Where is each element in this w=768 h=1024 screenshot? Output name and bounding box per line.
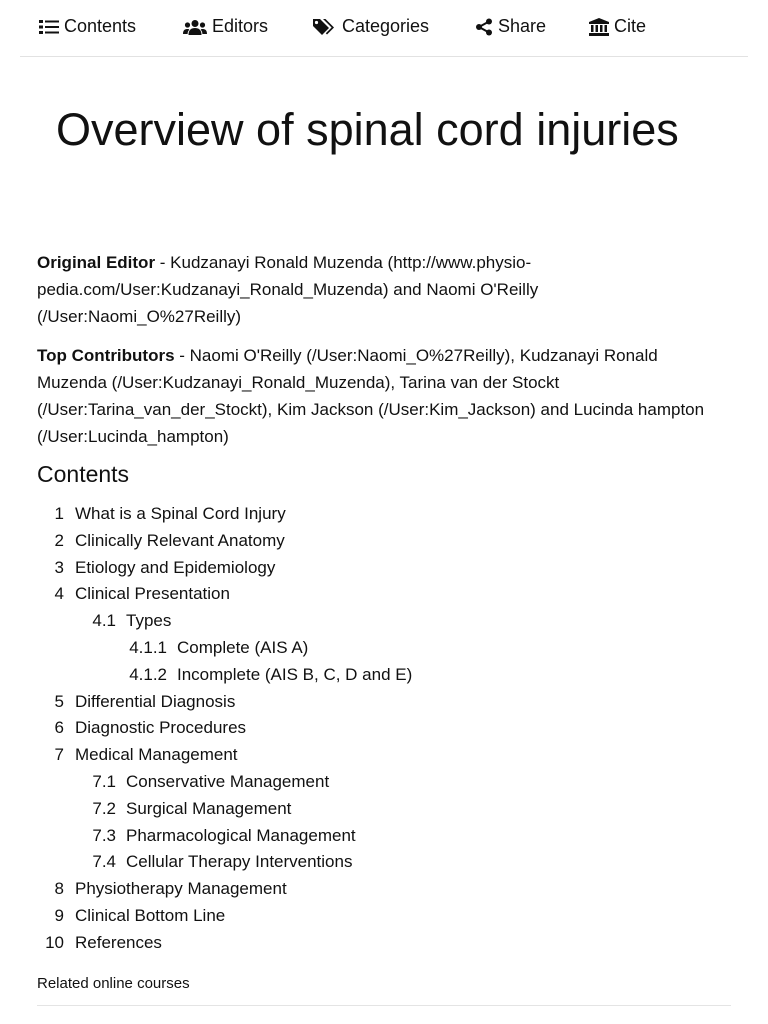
toc-item-label: Conservative Management: [126, 771, 330, 791]
nav-share-label: Share: [498, 16, 547, 36]
page-title: Overview of spinal cord injuries: [56, 104, 679, 155]
toc-item[interactable]: [0, 661, 768, 688]
toc-item-number: 7.2: [92, 798, 116, 818]
list-icon: [39, 19, 59, 35]
nav-editors-button[interactable]: [183, 16, 268, 37]
toc-item[interactable]: [0, 875, 768, 902]
toc-item-number: 9: [54, 905, 64, 925]
nav-editors-label: Editors: [212, 16, 269, 36]
toc-item-label: Surgical Management: [126, 798, 292, 818]
toc-item-number: 8: [54, 879, 64, 899]
toc-item-number: 4.1.1: [129, 637, 167, 657]
toc-item[interactable]: [0, 768, 768, 795]
toc-item-number: 7.1: [92, 771, 116, 791]
toc-item-label: Differential Diagnosis: [75, 691, 236, 711]
toc-item-number: 1: [54, 504, 64, 523]
original-editor-label: Original Editor: [37, 253, 156, 272]
toc-item-number: 5: [54, 691, 64, 711]
toc-item[interactable]: [0, 500, 768, 527]
toc-item-label: Types: [126, 611, 172, 631]
toc-item-number: 7.3: [92, 825, 116, 845]
toc-item[interactable]: [0, 902, 768, 929]
toc-heading: Contents: [37, 461, 130, 487]
toc-item-label: References: [75, 932, 162, 952]
toc-item-label: Complete (AIS A): [177, 637, 309, 657]
toc-item[interactable]: [0, 688, 768, 715]
toc-item-number: 10: [45, 932, 64, 952]
toc-item[interactable]: [0, 554, 768, 581]
toc-item-number: 2: [54, 530, 64, 550]
toc-item[interactable]: [0, 795, 768, 822]
toc-item-number: 6: [54, 718, 64, 738]
toc-item-label: Incomplete (AIS B, C, D and E): [177, 664, 413, 684]
section-divider: [37, 1005, 731, 1006]
toc-item-number: 4.1.2: [129, 664, 167, 684]
toc-item[interactable]: [0, 741, 768, 768]
top-contributors-label: Top Contributors: [37, 346, 175, 365]
nav-cite-button[interactable]: [589, 16, 646, 37]
original-editor-text[interactable]: - Kudzanayi Ronald Muzenda (http://www.physio-pedia.com/User:Kudzanayi_Ronald_Muzenda) and Naomi O'Reilly (/User:Naomi_O%27Reilly): [37, 253, 539, 326]
nav-contents-label: Contents: [64, 16, 137, 36]
toc-item-label: Cellular Therapy Interventions: [126, 852, 353, 872]
toc-item[interactable]: [0, 714, 768, 741]
table-of-contents: [0, 500, 768, 956]
toc-item-label: Medical Management: [75, 745, 238, 765]
original-editor-credit: [37, 249, 727, 330]
toc-item[interactable]: [0, 822, 768, 849]
toc-item-label: Pharmacological Management: [126, 825, 356, 845]
nav-categories-label: Categories: [342, 16, 430, 36]
toc-item-number: 7: [54, 745, 64, 765]
top-navigation-bar: [20, 0, 748, 57]
landmark-icon: [589, 18, 609, 36]
nav-contents-button[interactable]: [39, 16, 136, 37]
share-icon: [475, 18, 493, 36]
toc-item[interactable]: [0, 848, 768, 875]
nav-categories-button[interactable]: [313, 16, 429, 37]
top-contributors-text[interactable]: - Naomi O'Reilly (/User:Naomi_O%27Reilly), Kudzanayi Ronald Muzenda (/User:Kudzanayi_Ronald_Muzenda), Tarina van der Stockt (/User:Tarina_van_der_Stockt), Kim Jackson (/User:Kim_Jackson) and Lucinda hampton (/User:Lucinda_hampton): [37, 346, 705, 446]
toc-item-label: Etiology and Epidemiology: [75, 557, 276, 577]
toc-item-label: Clinical Bottom Line: [75, 905, 226, 925]
toc-item[interactable]: [0, 607, 768, 634]
toc-item-label: Clinically Relevant Anatomy: [75, 530, 285, 550]
nav-cite-label: Cite: [614, 16, 647, 36]
toc-item-label: Physiotherapy Management: [75, 879, 287, 899]
toc-item[interactable]: [0, 527, 768, 554]
toc-item-number: 7.4: [92, 852, 116, 872]
users-icon: [183, 19, 207, 35]
toc-item-label: Clinical Presentation: [75, 584, 230, 604]
toc-item-number: 4.1: [92, 611, 116, 631]
toc-item-number: 3: [54, 557, 64, 577]
nav-share-button[interactable]: [475, 16, 546, 37]
toc-item-label: Diagnostic Procedures: [75, 718, 247, 738]
toc-item-label: What is a Spinal Cord Injury: [75, 504, 286, 523]
tags-icon: [313, 18, 337, 36]
top-contributors-credit: [37, 342, 727, 450]
related-courses-heading: Related online courses: [37, 975, 190, 992]
toc-item[interactable]: [0, 929, 768, 956]
toc-item-number: 4: [54, 584, 64, 604]
toc-item[interactable]: [0, 634, 768, 661]
toc-item[interactable]: [0, 580, 768, 607]
